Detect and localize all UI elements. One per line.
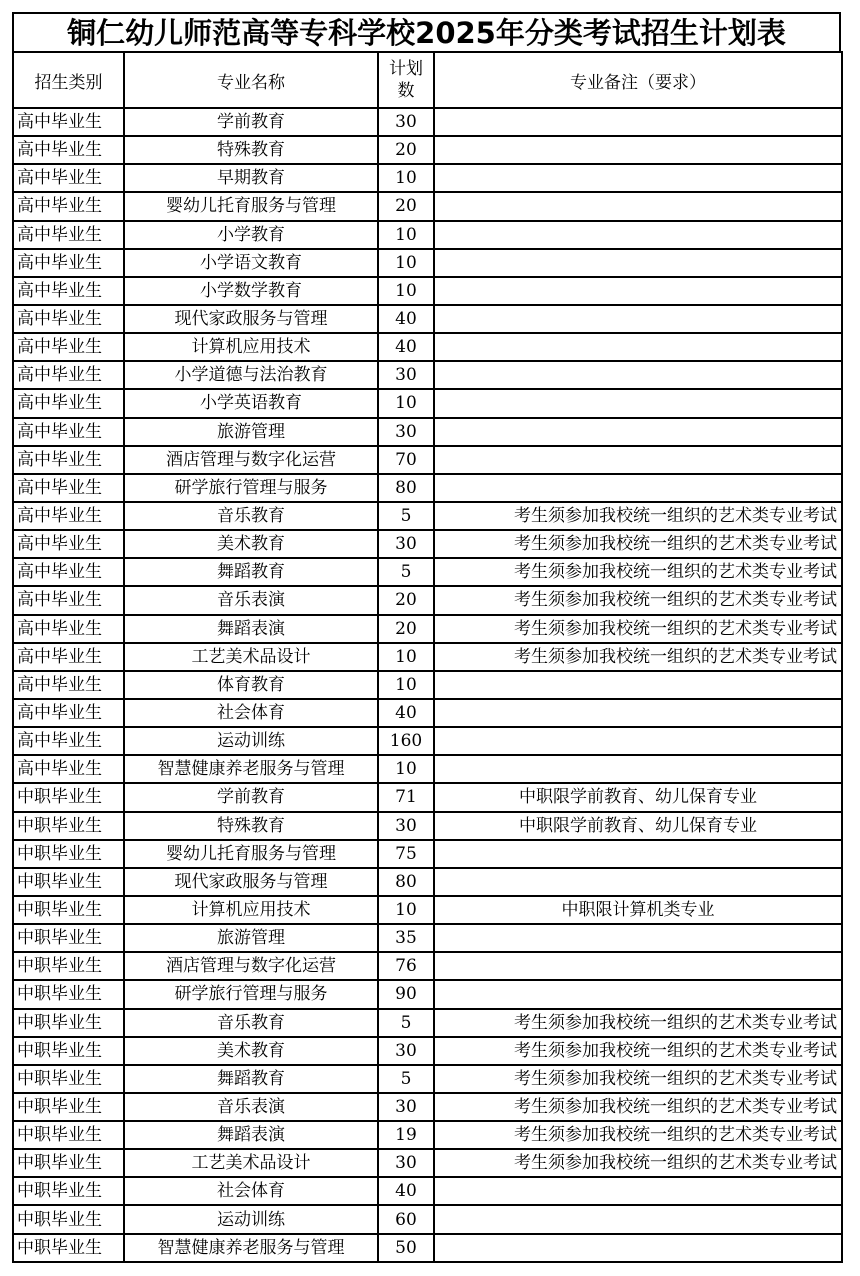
- cell-note: 考生须参加我校统一组织的艺术类专业考试: [434, 1037, 842, 1065]
- cell-note: [434, 1234, 842, 1262]
- cell-plan: 10: [378, 249, 434, 277]
- cell-category: 高中毕业生: [13, 643, 124, 671]
- cell-plan: 80: [378, 474, 434, 502]
- cell-note: [434, 474, 842, 502]
- cell-note: 中职限计算机类专业: [434, 896, 842, 924]
- cell-plan: 10: [378, 643, 434, 671]
- cell-major: 舞蹈教育: [124, 1065, 378, 1093]
- cell-category: 高中毕业生: [13, 755, 124, 783]
- cell-plan: 5: [378, 1065, 434, 1093]
- cell-note: [434, 671, 842, 699]
- enrollment-plan-table: [12, 51, 843, 1263]
- table-row: [13, 418, 842, 446]
- cell-major: 酒店管理与数字化运营: [124, 446, 378, 474]
- cell-major: 特殊教育: [124, 136, 378, 164]
- cell-major: 工艺美术品设计: [124, 643, 378, 671]
- table-row: [13, 502, 842, 530]
- cell-plan: 40: [378, 333, 434, 361]
- cell-note: 考生须参加我校统一组织的艺术类专业考试: [434, 502, 842, 530]
- cell-major: 舞蹈表演: [124, 615, 378, 643]
- cell-plan: 20: [378, 136, 434, 164]
- cell-note: 考生须参加我校统一组织的艺术类专业考试: [434, 1121, 842, 1149]
- cell-category: 中职毕业生: [13, 1121, 124, 1149]
- cell-plan: 70: [378, 446, 434, 474]
- table-row: [13, 1149, 842, 1177]
- cell-plan: 10: [378, 164, 434, 192]
- cell-category: 中职毕业生: [13, 952, 124, 980]
- cell-plan: 80: [378, 868, 434, 896]
- cell-major: 计算机应用技术: [124, 333, 378, 361]
- cell-major: 小学教育: [124, 221, 378, 249]
- cell-category: 中职毕业生: [13, 1037, 124, 1065]
- cell-note: 考生须参加我校统一组织的艺术类专业考试: [434, 530, 842, 558]
- table-row: [13, 221, 842, 249]
- cell-category: 高中毕业生: [13, 586, 124, 614]
- cell-note: [434, 277, 842, 305]
- cell-plan: 30: [378, 530, 434, 558]
- table-row: [13, 1121, 842, 1149]
- table-row: [13, 586, 842, 614]
- table-body: [13, 108, 842, 1262]
- cell-plan: 10: [378, 755, 434, 783]
- cell-category: 高中毕业生: [13, 305, 124, 333]
- cell-category: 高中毕业生: [13, 389, 124, 417]
- table-row: [13, 474, 842, 502]
- cell-category: 中职毕业生: [13, 1234, 124, 1262]
- cell-note: [434, 1205, 842, 1233]
- cell-category: 高中毕业生: [13, 136, 124, 164]
- cell-note: [434, 333, 842, 361]
- table-row: [13, 868, 842, 896]
- cell-plan: 20: [378, 192, 434, 220]
- cell-major: 体育教育: [124, 671, 378, 699]
- cell-major: 现代家政服务与管理: [124, 305, 378, 333]
- cell-plan: 10: [378, 277, 434, 305]
- table-row: [13, 361, 842, 389]
- cell-plan: 10: [378, 389, 434, 417]
- cell-major: 酒店管理与数字化运营: [124, 952, 378, 980]
- cell-major: 美术教育: [124, 530, 378, 558]
- cell-major: 社会体育: [124, 1177, 378, 1205]
- cell-major: 小学语文教育: [124, 249, 378, 277]
- cell-category: 中职毕业生: [13, 924, 124, 952]
- cell-plan: 160: [378, 727, 434, 755]
- cell-plan: 5: [378, 558, 434, 586]
- cell-plan: 5: [378, 502, 434, 530]
- cell-note: 考生须参加我校统一组织的艺术类专业考试: [434, 1149, 842, 1177]
- cell-major: 音乐表演: [124, 1093, 378, 1121]
- cell-note: [434, 192, 842, 220]
- cell-plan: 40: [378, 305, 434, 333]
- cell-category: 高中毕业生: [13, 446, 124, 474]
- header-note: 专业备注（要求）: [434, 52, 842, 108]
- cell-major: 音乐教育: [124, 1009, 378, 1037]
- cell-major: 学前教育: [124, 783, 378, 811]
- table-row: [13, 305, 842, 333]
- cell-plan: 30: [378, 1093, 434, 1121]
- cell-category: 高中毕业生: [13, 727, 124, 755]
- cell-plan: 75: [378, 840, 434, 868]
- cell-note: 考生须参加我校统一组织的艺术类专业考试: [434, 643, 842, 671]
- table-row: [13, 249, 842, 277]
- cell-note: [434, 699, 842, 727]
- table-row: [13, 896, 842, 924]
- table-row: [13, 446, 842, 474]
- cell-note: [434, 980, 842, 1008]
- header-category: 招生类别: [13, 52, 124, 108]
- cell-note: [434, 136, 842, 164]
- cell-major: 婴幼儿托育服务与管理: [124, 192, 378, 220]
- cell-category: 高中毕业生: [13, 530, 124, 558]
- cell-note: 考生须参加我校统一组织的艺术类专业考试: [434, 1009, 842, 1037]
- cell-plan: 30: [378, 1037, 434, 1065]
- table-row: [13, 1037, 842, 1065]
- cell-category: 高中毕业生: [13, 615, 124, 643]
- cell-note: 中职限学前教育、幼儿保育专业: [434, 783, 842, 811]
- cell-category: 高中毕业生: [13, 418, 124, 446]
- cell-category: 高中毕业生: [13, 474, 124, 502]
- cell-note: [434, 755, 842, 783]
- cell-major: 研学旅行管理与服务: [124, 474, 378, 502]
- cell-category: 中职毕业生: [13, 812, 124, 840]
- cell-major: 运动训练: [124, 1205, 378, 1233]
- cell-plan: 20: [378, 615, 434, 643]
- cell-plan: 30: [378, 108, 434, 136]
- table-row: [13, 755, 842, 783]
- cell-major: 旅游管理: [124, 924, 378, 952]
- cell-major: 美术教育: [124, 1037, 378, 1065]
- cell-major: 小学英语教育: [124, 389, 378, 417]
- table-row: [13, 530, 842, 558]
- cell-major: 舞蹈表演: [124, 1121, 378, 1149]
- table-row: [13, 333, 842, 361]
- cell-major: 运动训练: [124, 727, 378, 755]
- cell-major: 智慧健康养老服务与管理: [124, 1234, 378, 1262]
- cell-plan: 5: [378, 1009, 434, 1037]
- cell-major: 舞蹈教育: [124, 558, 378, 586]
- table-row: [13, 389, 842, 417]
- cell-category: 中职毕业生: [13, 1177, 124, 1205]
- cell-category: 中职毕业生: [13, 1065, 124, 1093]
- cell-note: [434, 924, 842, 952]
- cell-major: 音乐表演: [124, 586, 378, 614]
- cell-plan: 76: [378, 952, 434, 980]
- table-row: [13, 783, 842, 811]
- cell-plan: 90: [378, 980, 434, 1008]
- table-row: [13, 643, 842, 671]
- header-row: [13, 52, 842, 108]
- cell-note: [434, 305, 842, 333]
- header-major: 专业名称: [124, 52, 378, 108]
- enrollment-plan-sheet: [12, 12, 841, 1263]
- cell-major: 工艺美术品设计: [124, 1149, 378, 1177]
- cell-plan: 19: [378, 1121, 434, 1149]
- cell-plan: 40: [378, 699, 434, 727]
- table-row: [13, 980, 842, 1008]
- cell-major: 早期教育: [124, 164, 378, 192]
- cell-category: 高中毕业生: [13, 361, 124, 389]
- table-row: [13, 1234, 842, 1262]
- cell-category: 高中毕业生: [13, 558, 124, 586]
- page-title: 铜仁幼儿师范高等专科学校2025年分类考试招生计划表: [12, 12, 841, 51]
- cell-plan: 30: [378, 812, 434, 840]
- cell-major: 小学道德与法治教育: [124, 361, 378, 389]
- table-row: [13, 812, 842, 840]
- cell-note: [434, 221, 842, 249]
- cell-category: 高中毕业生: [13, 108, 124, 136]
- cell-major: 社会体育: [124, 699, 378, 727]
- cell-category: 高中毕业生: [13, 192, 124, 220]
- table-row: [13, 108, 842, 136]
- cell-note: [434, 952, 842, 980]
- cell-category: 高中毕业生: [13, 502, 124, 530]
- table-row: [13, 1065, 842, 1093]
- cell-category: 高中毕业生: [13, 333, 124, 361]
- header-plan: [378, 52, 434, 108]
- cell-note: [434, 418, 842, 446]
- cell-category: 中职毕业生: [13, 980, 124, 1008]
- table-row: [13, 1093, 842, 1121]
- cell-category: 中职毕业生: [13, 1009, 124, 1037]
- cell-plan: 71: [378, 783, 434, 811]
- cell-major: 智慧健康养老服务与管理: [124, 755, 378, 783]
- cell-major: 旅游管理: [124, 418, 378, 446]
- cell-plan: 40: [378, 1177, 434, 1205]
- cell-note: [434, 108, 842, 136]
- cell-note: [434, 446, 842, 474]
- cell-category: 中职毕业生: [13, 1093, 124, 1121]
- cell-note: [434, 727, 842, 755]
- cell-category: 高中毕业生: [13, 671, 124, 699]
- table-row: [13, 671, 842, 699]
- cell-category: 高中毕业生: [13, 699, 124, 727]
- table-row: [13, 1009, 842, 1037]
- cell-category: 中职毕业生: [13, 1205, 124, 1233]
- cell-note: [434, 389, 842, 417]
- cell-plan: 30: [378, 361, 434, 389]
- cell-plan: 10: [378, 896, 434, 924]
- cell-plan: 10: [378, 671, 434, 699]
- table-row: [13, 558, 842, 586]
- table-row: [13, 924, 842, 952]
- cell-plan: 20: [378, 586, 434, 614]
- cell-note: [434, 1177, 842, 1205]
- table-row: [13, 699, 842, 727]
- cell-note: 中职限学前教育、幼儿保育专业: [434, 812, 842, 840]
- table-row: [13, 192, 842, 220]
- cell-note: 考生须参加我校统一组织的艺术类专业考试: [434, 1093, 842, 1121]
- cell-category: 中职毕业生: [13, 1149, 124, 1177]
- cell-plan: 35: [378, 924, 434, 952]
- cell-note: 考生须参加我校统一组织的艺术类专业考试: [434, 586, 842, 614]
- cell-category: 中职毕业生: [13, 896, 124, 924]
- cell-category: 高中毕业生: [13, 221, 124, 249]
- cell-category: 中职毕业生: [13, 868, 124, 896]
- table-row: [13, 615, 842, 643]
- table-row: [13, 1205, 842, 1233]
- cell-major: 计算机应用技术: [124, 896, 378, 924]
- cell-note: [434, 249, 842, 277]
- cell-note: 考生须参加我校统一组织的艺术类专业考试: [434, 558, 842, 586]
- cell-plan: 60: [378, 1205, 434, 1233]
- table-row: [13, 136, 842, 164]
- cell-major: 音乐教育: [124, 502, 378, 530]
- header-plan-line2: 数: [397, 81, 415, 101]
- cell-note: [434, 840, 842, 868]
- table-row: [13, 840, 842, 868]
- header-plan-line1: 计划: [389, 59, 423, 79]
- cell-category: 高中毕业生: [13, 277, 124, 305]
- cell-plan: 10: [378, 221, 434, 249]
- cell-category: 中职毕业生: [13, 840, 124, 868]
- cell-note: [434, 868, 842, 896]
- cell-note: [434, 164, 842, 192]
- cell-category: 高中毕业生: [13, 249, 124, 277]
- table-row: [13, 1177, 842, 1205]
- cell-major: 婴幼儿托育服务与管理: [124, 840, 378, 868]
- cell-major: 学前教育: [124, 108, 378, 136]
- cell-major: 特殊教育: [124, 812, 378, 840]
- cell-major: 研学旅行管理与服务: [124, 980, 378, 1008]
- cell-category: 高中毕业生: [13, 164, 124, 192]
- cell-category: 中职毕业生: [13, 783, 124, 811]
- cell-note: [434, 361, 842, 389]
- table-row: [13, 727, 842, 755]
- cell-plan: 30: [378, 418, 434, 446]
- table-row: [13, 952, 842, 980]
- cell-note: 考生须参加我校统一组织的艺术类专业考试: [434, 1065, 842, 1093]
- cell-major: 现代家政服务与管理: [124, 868, 378, 896]
- table-row: [13, 277, 842, 305]
- cell-major: 小学数学教育: [124, 277, 378, 305]
- table-row: [13, 164, 842, 192]
- cell-plan: 50: [378, 1234, 434, 1262]
- cell-plan: 30: [378, 1149, 434, 1177]
- cell-note: 考生须参加我校统一组织的艺术类专业考试: [434, 615, 842, 643]
